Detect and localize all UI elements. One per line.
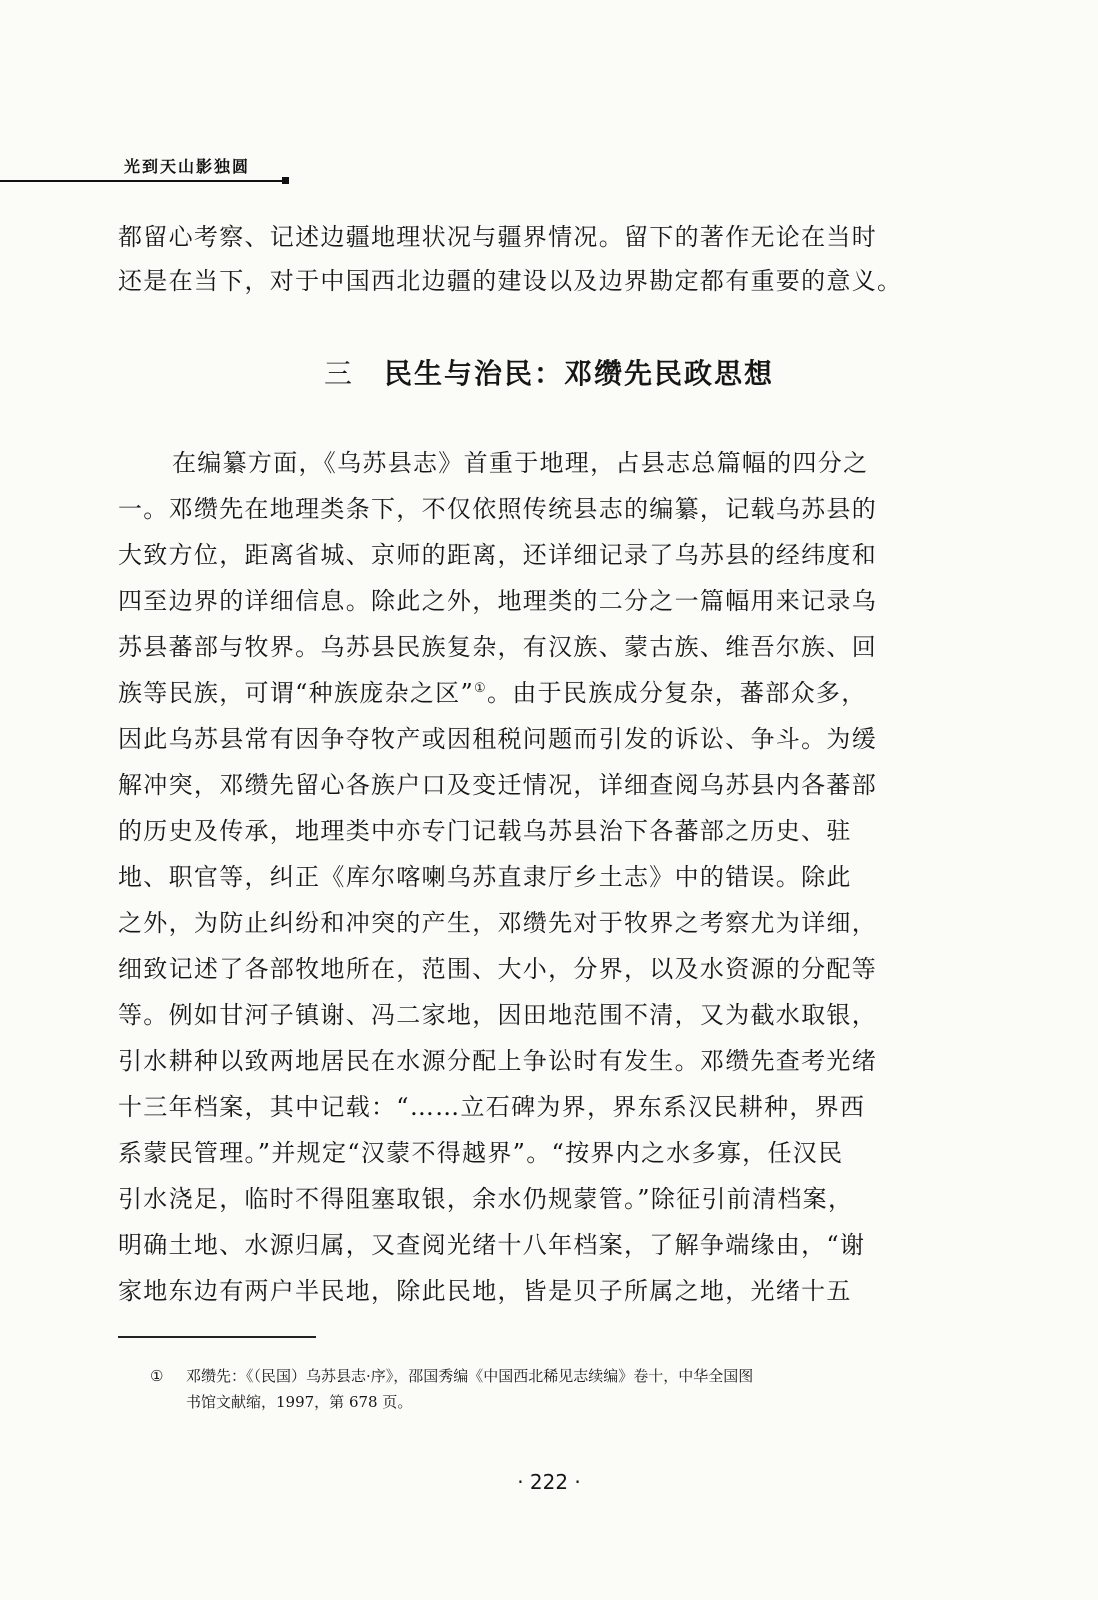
paragraph-line: 地、职官等，纠正《库尔喀喇乌苏直隶厅乡土志》中的错误。除此 xyxy=(118,863,852,891)
paragraph-line xyxy=(118,676,938,710)
footnote-rule xyxy=(118,1336,316,1338)
body-line: 都留心考察、记述边疆地理状况与疆界情况。留下的著作无论在当时 xyxy=(118,223,877,251)
page-number: · 222 · xyxy=(517,1470,581,1494)
paragraph-line: 引水耕种以致两地居民在水源分配上争讼时有发生。邓缵先查考光绪 xyxy=(118,1047,877,1075)
paragraph-line: 系蒙民管理。”并规定“汉蒙不得越界”。“按界内之水多寡，任汉民 xyxy=(118,1139,844,1167)
section-heading xyxy=(0,352,1098,392)
paragraph-line: 的历史及传承，地理类中亦专门记载乌苏县治下各蕃部之历史、驻 xyxy=(118,817,852,845)
footnote-marker: ① xyxy=(150,1367,164,1385)
paragraph-line: 之外，为防止纠纷和冲突的产生，邓缵先对于牧界之考察尤为详细， xyxy=(118,909,877,937)
paragraph-line: 苏县蕃部与牧界。乌苏县民族复杂，有汉族、蒙古族、维吾尔族、回 xyxy=(118,633,877,661)
paragraph-line: 细致记述了各部牧地所在，范围、大小，分界，以及水资源的分配等 xyxy=(118,955,877,983)
footnote-ref[interactable]: ① xyxy=(474,681,488,696)
paragraph-line: 一。邓缵先在地理类条下，不仅依照传统县志的编纂，记载乌苏县的 xyxy=(118,495,877,523)
paragraph-line: 十三年档案，其中记载：“……立石碑为界，界东系汉民耕种，界西 xyxy=(118,1093,866,1121)
text-segment: 族等民族，可谓“种族庞杂之区” xyxy=(118,679,475,707)
footnote-text: 邓缵先：《（民国）乌苏县志·序》，邵国秀编《中国西北稀见志续编》卷十，中华全国图 xyxy=(186,1367,754,1385)
section-number: 三 xyxy=(323,357,354,390)
section-title: 民生与治民：邓缵先民政思想 xyxy=(384,357,775,390)
paragraph-line: 明确土地、水源归属，又查阅光绪十八年档案，了解争端缘由，“谢 xyxy=(118,1231,866,1259)
running-header: 光到天山影独圆 xyxy=(124,157,251,176)
header-square-mark xyxy=(282,177,289,184)
paragraph-line: 等。例如甘河子镇谢、冯二家地，因田地范围不清，又为截水取银， xyxy=(118,1001,877,1029)
text-segment: 。由于民族成分复杂，蕃部众多， xyxy=(487,679,867,707)
paragraph-line: 引水浇足，临时不得阻塞取银，余水仍规蒙管。”除征引前清档案， xyxy=(118,1185,854,1213)
paragraph-line: 大致方位，距离省城、京师的距离，还详细记录了乌苏县的经纬度和 xyxy=(118,541,877,569)
header-rule xyxy=(0,180,284,182)
paragraph-line: 解冲突，邓缵先留心各族户口及变迁情况，详细查阅乌苏县内各蕃部 xyxy=(118,771,877,799)
paragraph-line: 因此乌苏县常有因争夺牧产或因租税问题而引发的诉讼、争斗。为缓 xyxy=(118,725,877,753)
footnote-line xyxy=(150,1364,930,1388)
footnote-line: 书馆文献缩，1997，第 678 页。 xyxy=(186,1393,413,1411)
paragraph-line: 家地东边有两户半民地，除此民地，皆是贝子所属之地，光绪十五 xyxy=(118,1277,852,1305)
body-line: 还是在当下，对于中国西北边疆的建设以及边界勘定都有重要的意义。 xyxy=(118,267,903,295)
paragraph-line: 在编纂方面，《乌苏县志》首重于地理，占县志总篇幅的四分之 xyxy=(172,449,869,477)
paragraph-line: 四至边界的详细信息。除此之外，地理类的二分之一篇幅用来记录乌 xyxy=(118,587,877,615)
